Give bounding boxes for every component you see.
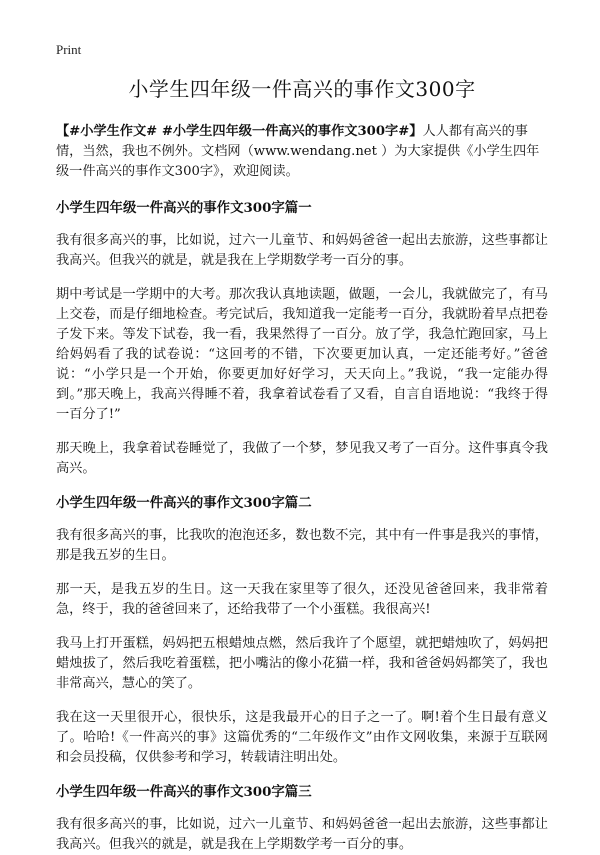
intro-paragraph bbox=[56, 122, 548, 182]
section-1 bbox=[56, 198, 548, 479]
section-heading: 小学生四年级一件高兴的事作文300字篇三 bbox=[56, 784, 312, 800]
section-heading: 小学生四年级一件高兴的事作文300字篇一 bbox=[56, 200, 312, 216]
paragraph: 那天晚上，我拿着试卷睡觉了，我做了一个梦，梦见我又考了一百分。这件事真令我高兴。 bbox=[56, 441, 548, 476]
paragraph: 那一天，是我五岁的生日。这一天我在家里等了很久，还没见爸爸回来，我非常着急，终于，我的爸爸回来了，还给我带了一个小蛋糕。我很高兴! bbox=[56, 582, 548, 617]
print-label: Print bbox=[56, 42, 82, 57]
section-heading: 小学生四年级一件高兴的事作文300字篇二 bbox=[56, 495, 312, 511]
paragraph: 我马上打开蛋糕，妈妈把五根蜡烛点燃，然后我许了个愿望，就把蜡烛吹了，妈妈把蜡烛拔了，然后我吃着蛋糕，把小嘴沾的像小花猫一样，我和爸爸妈妈都笑了，我也非常高兴，慧心的笑了。 bbox=[56, 636, 548, 691]
paragraph: 我有很多高兴的事，比我吹的泡泡还多，数也数不完，其中有一件事是我兴的事情，那是我五岁的生日。 bbox=[56, 528, 548, 563]
paragraph: 我有很多高兴的事，比如说，过六一儿童节、和妈妈爸爸一起出去旅游，这些事都让我高兴。但我兴的就是，就是我在上学期数学考一百分的事。 bbox=[56, 233, 548, 268]
paragraph: 我在这一天里很开心，很快乐，这是我最开心的日子之一了。啊!着个生日最有意义了。哈哈!《一件高兴的事》这篇优秀的“二年级作文”由作文网收集，来源于互联网和会员投稿，仅供参考和学习，转载请注明出处。 bbox=[56, 710, 548, 765]
section-3 bbox=[56, 782, 548, 855]
document-title: 小学生四年级一件高兴的事作文300字 bbox=[128, 77, 476, 101]
section-2 bbox=[56, 493, 548, 768]
intro-tag: 【#小学生作文# #小学生四年级一件高兴的事作文300字#】 bbox=[56, 124, 423, 139]
paragraph: 期中考试是一学期中的大考。那次我认真地读题，做题，一会儿，我就做完了，有马上交卷，而是仔细地检查。考完试后，我知道我一定能考一百分，我就盼着早点把卷子发下来。等发下试卷，我一看，我果然得了一百分。放了学，我急忙跑回家，马上给妈妈看了我的试卷说：“这回考的不错，下次要更加认真，一定还能考好。”爸爸说：“小学只是一个开始，你要更加好好学习，天天向上。”我说，“我一定能办得到。”那天晚上，我高兴得睡不着，我拿着试卷看了又看，自言自语地说：“我终于得一百分了!” bbox=[56, 287, 548, 422]
paragraph: 我有很多高兴的事，比如说，过六一儿童节、和妈妈爸爸一起出去旅游，这些事都让我高兴。但我兴的就是，就是我在上学期数学考一百分的事。 bbox=[56, 817, 548, 852]
intro-text: 人人都有高兴的事情，当然，我也不例外。文档网（www.wendang.net ）为大家提供《小学生四年级一件高兴的事作文300字》，欢迎阅读。 bbox=[56, 124, 540, 179]
